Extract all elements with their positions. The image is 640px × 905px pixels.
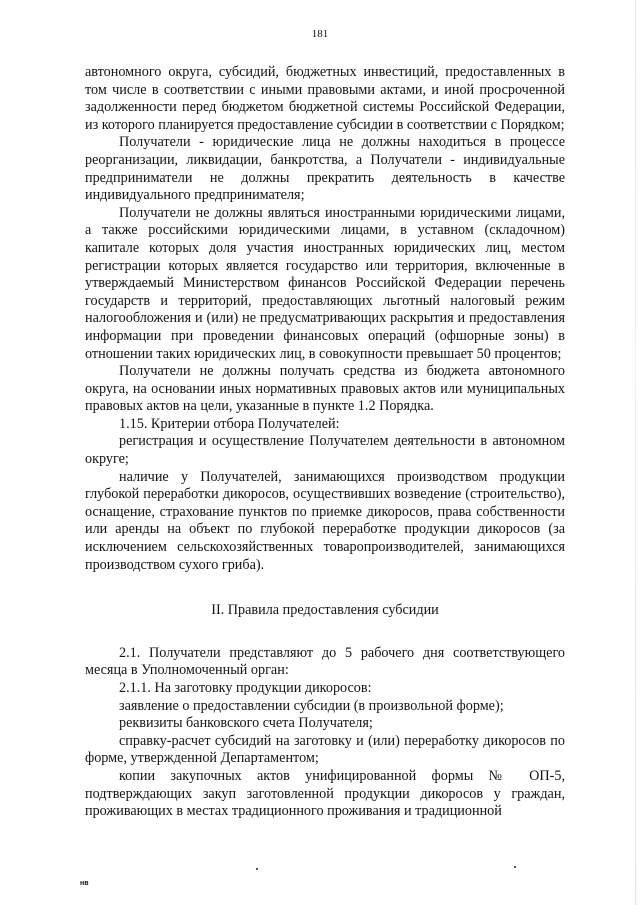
paragraph-criteria-title: 1.15. Критерии отбора Получателей: bbox=[119, 415, 340, 432]
paragraph-procurement: 2.1.1. На заготовку продукции дикоросов: bbox=[119, 680, 372, 696]
footer-mark: нв bbox=[80, 880, 89, 887]
paragraph-acts: копии закупочных актов унифицированной формы № ОП-5, подтверждающих закуп заготовленной продукции дикоросов у граждан, проживающих в местах традиционного проживания и традиционной bbox=[85, 767, 565, 820]
paragraph-registration: регистрация и осуществление Получателем деятельности в автономном округе; bbox=[85, 433, 565, 468]
page-number: 181 bbox=[311, 28, 329, 40]
paragraph-reorganization: Получатели - юридические лица не должны находиться в процессе реорганизации, ликвидации, банкротства, а Получатели - индивидуальные предприниматели не должны прекратить деятельность в качестве индивидуального предпринимателя; bbox=[85, 134, 565, 204]
paragraph-application: заявление о предоставлении субсидии (в произвольной форме); bbox=[119, 697, 504, 714]
paragraph-bank-details: реквизиты банковского счета Получателя; bbox=[119, 715, 373, 732]
paragraph-budget-funds: Получатели не должны получать средства из бюджета автономного округа, на основании иных нормативных правовых актов или муниципальных правовых актов на цели, указанные в пункте 1.2 Порядка. bbox=[85, 363, 565, 415]
scan-speck bbox=[256, 868, 258, 870]
document-body bbox=[85, 64, 565, 821]
paragraph-processing: наличие у Получателей, занимающихся производством продукции глубокой переработки дикоросов, осуществивших возведение (строительство), оснащение, страхование пунктов по приемке дикоросов, права собственности или аренды на объект по глубокой переработке продукции дикоросов (за исключением сельскохозяйственных товаропроизводителей, занимающихся производством сухого гриба). bbox=[85, 468, 565, 573]
paragraph-foreign-entities: Получатели не должны являться иностранными юридическими лицами, а также российскими юридическими лицами, в уставном (складочном) капитале которых доля участия иностранных юридических лиц, местом регистрации которых является государство или территория, включенные в утверждаемый Министерством финансов Российской Федерации перечень государств и территорий, предоставляющих льготный налоговый режим налогообложения и (или) не предусматривающих раскрытия и предоставления информации при проведении финансовых операций (офшорные зоны) в отношении таких юридических лиц, в совокупности превышает 50 процентов; bbox=[85, 204, 565, 362]
scan-speck bbox=[514, 866, 516, 868]
section-heading: II. Правила предоставления субсидии bbox=[211, 602, 439, 619]
scan-edge-line bbox=[635, 0, 636, 905]
paragraph-submission: 2.1. Получатели представляют до 5 рабочего дня соответствующего месяца в Уполномоченный орган: bbox=[85, 644, 565, 679]
paragraph-continuation: автономного округа, субсидий, бюджетных инвестиций, предоставленных в том числе в соответствии с иными правовыми актами, и иной просроченной задолженности перед бюджетом бюджетной системы Российской Федерации, из которого планируется предоставление субсидии в соответствии с Порядком; bbox=[85, 64, 565, 133]
paragraph-calculation: справку-расчет субсидий на заготовку и (или) переработку дикоросов по форме, утвержденной Департаментом; bbox=[85, 732, 565, 767]
